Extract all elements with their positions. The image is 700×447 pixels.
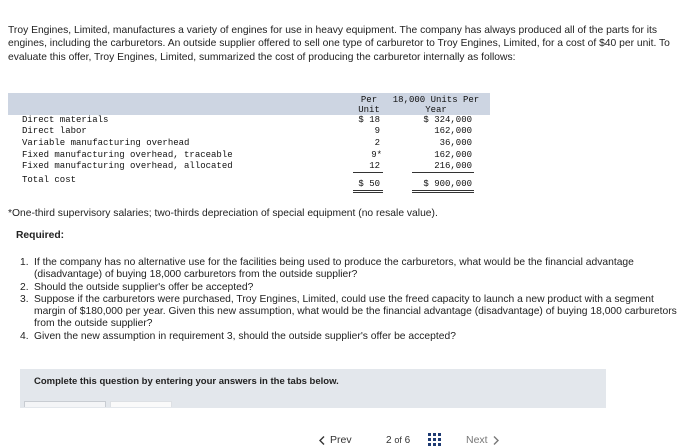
pagination-bar [0, 430, 700, 447]
prev-button[interactable] [319, 434, 352, 446]
per-year-total-cost: $ 900,000 [423, 179, 472, 189]
requirement-text: If the company has no alternative use for the facilities being used to produce the carburetors, what would be the financial advantage (disadvantage) of buying 18,000 carburetors from the outside supplier? [34, 257, 634, 280]
per-unit-header-line2: Unit [358, 105, 380, 115]
per-year-direct-labor: 162,000 [434, 126, 472, 136]
page-current: 2 [386, 435, 392, 446]
row-label-fixed-overhead-traceable: Fixed manufacturing overhead, traceable [22, 150, 233, 160]
table-footnote: *One-third supervisory salaries; two-thirds depreciation of special equipment (no resale value). [8, 208, 438, 219]
requirement-item-2 [20, 282, 680, 294]
row-label-direct-materials: Direct materials [22, 115, 109, 125]
total-double-rule-per-year-b [412, 192, 474, 193]
requirement-number: 4. [20, 330, 29, 342]
requirements-list [20, 257, 680, 343]
tab-requirement-1[interactable] [24, 401, 106, 407]
total-double-rule-per-year-a [412, 190, 474, 191]
prev-label: Prev [330, 434, 352, 446]
page-separator: of [394, 435, 402, 445]
row-label-total-cost: Total cost [22, 175, 77, 185]
requirement-item-4 [20, 331, 680, 343]
problem-intro: Troy Engines, Limited, manufactures a variety of engines for use in heavy equipment. The company has always produced all of the parts for its engines, including the carburetors. An outside supplier offered to sell one type of carburetor to Troy Engines, Limited, for a cost of $40 per unit. To evaluate this offer, Troy Engines, Limited, summarized the cost of producing the carburetor internally as follows: [8, 25, 670, 63]
tab-requirement-2[interactable] [110, 401, 172, 407]
per-unit-direct-labor: 9 [374, 126, 380, 136]
total-double-rule-per-unit-b [353, 192, 383, 193]
cost-table [8, 93, 490, 193]
required-heading: Required: [16, 230, 65, 241]
next-label: Next [466, 434, 488, 446]
per-unit-direct-materials: $ 18 [358, 115, 380, 125]
per-year-fixed-overhead-allocated: 216,000 [434, 161, 472, 171]
requirement-text: Should the outside supplier's offer be accepted? [34, 281, 254, 293]
per-unit-header-line1: Per [360, 95, 378, 105]
per-year-header [391, 95, 481, 115]
page-indicator [386, 435, 410, 446]
row-label-variable-overhead: Variable manufacturing overhead [22, 138, 190, 148]
chevron-right-icon [493, 436, 499, 445]
per-unit-variable-overhead: 2 [374, 138, 380, 148]
page-total: 6 [404, 435, 411, 446]
per-year-variable-overhead: 36,000 [439, 138, 472, 148]
per-year-fixed-overhead-traceable: 162,000 [434, 150, 472, 160]
per-unit-fixed-overhead-allocated: 12 [369, 161, 380, 171]
requirement-item-1 [20, 257, 680, 281]
total-double-rule-per-unit-a [353, 190, 383, 191]
row-label-fixed-overhead-allocated: Fixed manufacturing overhead, allocated [22, 161, 233, 171]
requirement-number: 2. [20, 281, 29, 293]
requirement-number: 3. [20, 294, 29, 305]
grid-icon[interactable] [428, 433, 441, 446]
per-year-direct-materials: $ 324,000 [423, 115, 472, 125]
requirement-text: Given the new assumption in requirement 3, should the outside supplier's offer be accepted? [34, 330, 456, 342]
answer-tabs [20, 398, 606, 406]
per-year-header-line1: 18,000 Units Per [392, 95, 480, 105]
per-unit-fixed-overhead-traceable: 9* [371, 150, 382, 160]
chevron-left-icon [319, 436, 325, 445]
requirement-text: Suppose if the carburetors were purchased, Troy Engines, Limited, could use the freed capacity to launch a new product with a segment margin of $180,000 per year. Given this new assumption, what would be the financial advantage (disadvantage) of buying 18,000 carburetors from the outside supplier? [34, 294, 677, 329]
next-button[interactable] [466, 434, 499, 446]
subtotal-rule-per-year [412, 172, 474, 173]
requirement-number: 1. [20, 257, 29, 268]
subtotal-rule-per-unit [353, 172, 383, 173]
row-label-direct-labor: Direct labor [22, 126, 87, 136]
per-unit-header [353, 95, 385, 115]
instructions-text: Complete this question by entering your answers in the tabs below. [34, 376, 339, 387]
per-unit-total-cost: $ 50 [358, 179, 380, 189]
requirement-item-3 [20, 294, 680, 330]
per-year-header-line2: Year [425, 105, 447, 115]
